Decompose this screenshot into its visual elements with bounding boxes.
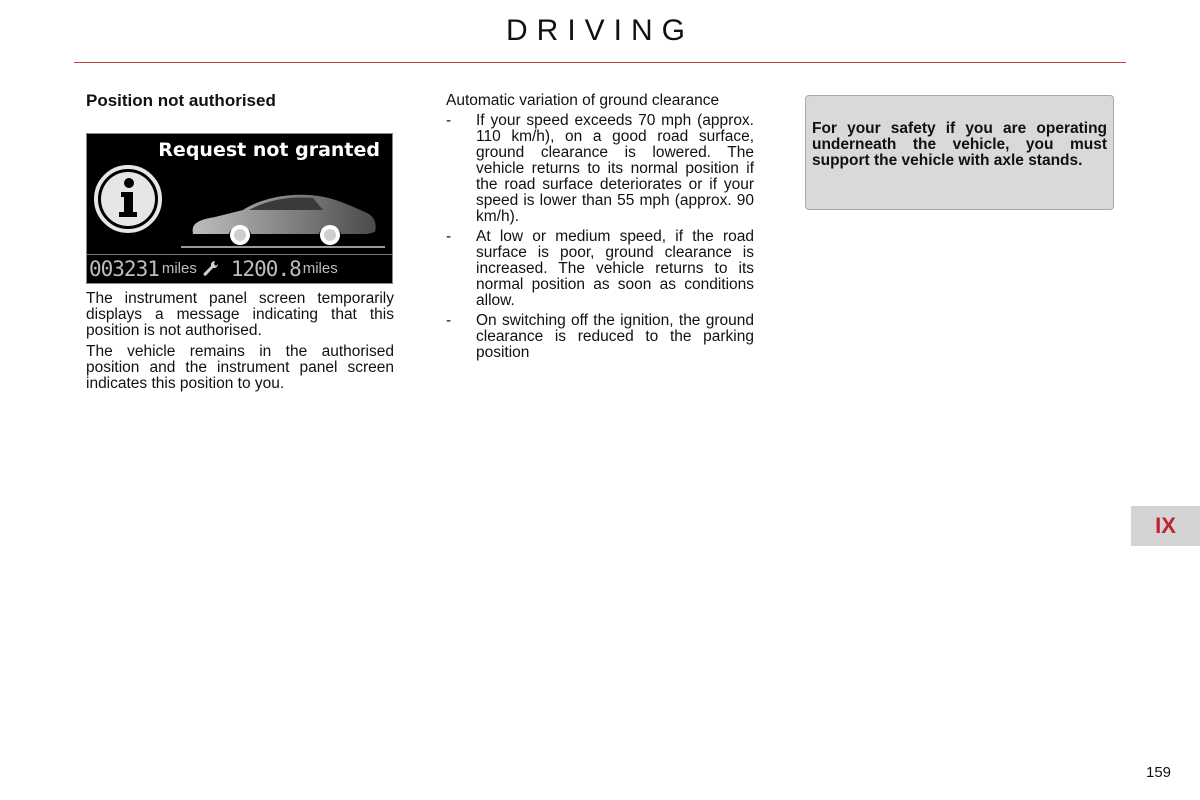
left-column	[86, 92, 394, 397]
list-item	[446, 229, 754, 309]
clearance-list	[446, 113, 754, 361]
page-number: 159	[1146, 764, 1172, 781]
list-item-text: At low or medium speed, if the road surface is poor, ground clearance is increased. The vehicle returns to its normal position as soon as conditions allow.	[476, 228, 754, 309]
odometer-unit: miles	[161, 260, 197, 277]
list-item-text: If your speed exceeds 70 mph (approx. 110 km/h), on a good road surface, ground clearance is lowered. The vehicle returns to its normal position if the road surface deteriorates or if your speed is lower than 55 mph (approx. 90 km/h).	[476, 112, 754, 225]
list-dash: -	[446, 112, 452, 129]
trip-unit: miles	[302, 260, 338, 277]
trip-value: 1200.8	[230, 257, 301, 281]
list-dash: -	[446, 228, 452, 245]
chapter-title: DRIVING	[505, 14, 694, 47]
list-item	[446, 113, 754, 225]
safety-warning-text: For your safety if you are operating underneath the vehicle, you must support the vehicle with axle stands.	[812, 120, 1107, 169]
instrument-panel-screen	[86, 133, 393, 284]
info-icon	[93, 164, 163, 234]
list-item-text: On switching off the ignition, the ground clearance is reduced to the parking position	[476, 312, 754, 361]
list-item	[446, 313, 754, 361]
odometer-value: 003231	[89, 257, 159, 281]
middle-column	[446, 93, 754, 365]
screen-message: Request not granted	[158, 139, 380, 161]
safety-warning-box	[805, 95, 1114, 210]
car-icon	[181, 186, 385, 252]
intro-paragraph: Automatic variation of ground clearance	[446, 92, 720, 109]
body-paragraph: The vehicle remains in the authorised position and the instrument panel screen indicates this position to you.	[86, 343, 394, 392]
body-paragraph: The instrument panel screen temporarily displays a message indicating that this position is not authorised.	[86, 290, 394, 339]
section-heading: Position not authorised	[86, 91, 276, 110]
screen-status-bar	[87, 254, 392, 283]
header-divider	[74, 62, 1126, 63]
list-dash: -	[446, 312, 452, 329]
chapter-tab[interactable]: IX	[1131, 506, 1200, 546]
wrench-icon	[201, 259, 221, 279]
